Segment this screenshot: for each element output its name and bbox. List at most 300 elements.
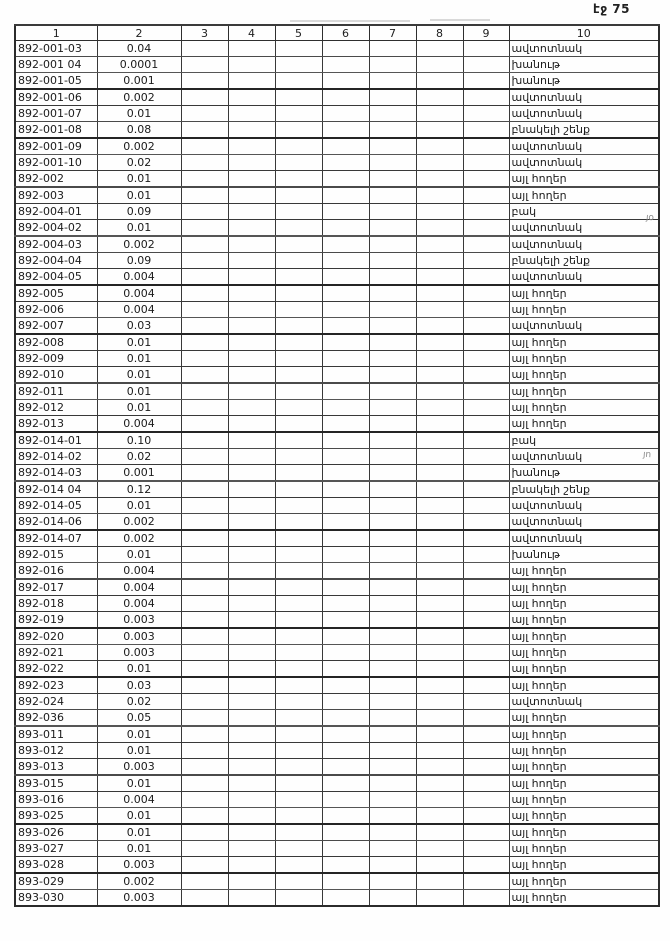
empty-cell (181, 514, 228, 531)
parcel-code-cell: 892-013 (15, 416, 97, 433)
empty-cell (228, 269, 275, 286)
empty-cell (322, 775, 369, 792)
land-type-cell: ավտոտնակ (509, 89, 659, 106)
empty-cell (181, 890, 228, 907)
empty-cell (228, 155, 275, 171)
parcel-code-cell: 892-014-06 (15, 514, 97, 531)
empty-cell (228, 416, 275, 433)
column-header-2: 2 (97, 25, 181, 41)
area-value-cell: 0.02 (97, 449, 181, 465)
empty-cell (463, 759, 509, 776)
parcel-code-cell: 892-001-10 (15, 155, 97, 171)
land-type-cell: բնակելի շենք (509, 481, 659, 498)
empty-cell (369, 645, 416, 661)
table-row (15, 89, 659, 106)
empty-cell (416, 841, 463, 857)
empty-cell (181, 775, 228, 792)
empty-cell (322, 726, 369, 743)
empty-cell (275, 334, 322, 351)
empty-cell (275, 269, 322, 286)
empty-cell (181, 204, 228, 220)
empty-cell (416, 563, 463, 580)
empty-cell (463, 138, 509, 155)
empty-cell (228, 449, 275, 465)
area-value-cell: 0.001 (97, 73, 181, 90)
empty-cell (275, 383, 322, 400)
empty-cell (275, 416, 322, 433)
empty-cell (181, 857, 228, 874)
empty-cell (228, 334, 275, 351)
empty-cell (322, 808, 369, 825)
table-row (15, 106, 659, 122)
empty-cell (416, 122, 463, 139)
empty-cell (416, 302, 463, 318)
land-type-cell: խանութ (509, 57, 659, 73)
empty-cell (275, 530, 322, 547)
land-type-cell: բնակելի շենք (509, 122, 659, 139)
empty-cell (275, 367, 322, 384)
empty-cell (181, 285, 228, 302)
empty-cell (463, 530, 509, 547)
parcel-code-cell: 892-009 (15, 351, 97, 367)
parcel-code-cell: 892-016 (15, 563, 97, 580)
area-value-cell: 0.01 (97, 334, 181, 351)
area-value-cell: 0.003 (97, 612, 181, 629)
column-header-10: 10 (509, 25, 659, 41)
table-row (15, 383, 659, 400)
empty-cell (369, 432, 416, 449)
empty-cell (369, 220, 416, 237)
land-type-cell: այլ հողեր (509, 351, 659, 367)
handwritten-margin-mark: յո (642, 449, 652, 461)
empty-cell (181, 367, 228, 384)
area-value-cell: 0.002 (97, 138, 181, 155)
parcel-code-cell: 892-019 (15, 612, 97, 629)
empty-cell (369, 498, 416, 514)
table-row (15, 236, 659, 253)
empty-cell (275, 677, 322, 694)
empty-cell (275, 498, 322, 514)
land-type-cell: այլ հողեր (509, 841, 659, 857)
empty-cell (322, 449, 369, 465)
empty-cell (463, 220, 509, 237)
land-type-cell: այլ հողեր (509, 645, 659, 661)
land-type-cell: խանութ (509, 465, 659, 482)
column-header-5: 5 (275, 25, 322, 41)
empty-cell (228, 530, 275, 547)
parcel-code-cell: 893-011 (15, 726, 97, 743)
empty-cell (416, 73, 463, 90)
area-value-cell: 0.01 (97, 726, 181, 743)
empty-cell (322, 694, 369, 710)
empty-cell (322, 269, 369, 286)
empty-cell (228, 661, 275, 678)
empty-cell (463, 743, 509, 759)
table-row (15, 285, 659, 302)
area-value-cell: 0.01 (97, 383, 181, 400)
empty-cell (275, 596, 322, 612)
empty-cell (181, 710, 228, 727)
land-type-cell: բակ (509, 204, 659, 220)
empty-cell (228, 710, 275, 727)
empty-cell (275, 171, 322, 188)
empty-cell (181, 808, 228, 825)
table-row (15, 661, 659, 678)
empty-cell (228, 383, 275, 400)
empty-cell (228, 253, 275, 269)
table-row (15, 318, 659, 335)
empty-cell (322, 481, 369, 498)
empty-cell (228, 122, 275, 139)
table-row (15, 873, 659, 890)
land-parcel-table (14, 24, 660, 907)
table-row (15, 759, 659, 776)
empty-cell (463, 661, 509, 678)
area-value-cell: 0.02 (97, 694, 181, 710)
empty-cell (369, 743, 416, 759)
empty-cell (228, 628, 275, 645)
empty-cell (228, 138, 275, 155)
empty-cell (181, 661, 228, 678)
empty-cell (322, 547, 369, 563)
empty-cell (322, 530, 369, 547)
empty-cell (275, 645, 322, 661)
area-value-cell: 0.02 (97, 155, 181, 171)
parcel-code-cell: 892-011 (15, 383, 97, 400)
empty-cell (369, 661, 416, 678)
empty-cell (322, 710, 369, 727)
table-row (15, 253, 659, 269)
empty-cell (416, 318, 463, 335)
empty-cell (369, 612, 416, 629)
empty-cell (181, 41, 228, 57)
parcel-code-cell: 892-002 (15, 171, 97, 188)
empty-cell (416, 236, 463, 253)
table-row (15, 612, 659, 629)
table-row (15, 416, 659, 433)
empty-cell (369, 579, 416, 596)
empty-cell (275, 857, 322, 874)
land-type-cell: ավտոտնակ (509, 318, 659, 335)
land-type-cell: այլ հողեր (509, 400, 659, 416)
column-header-1: 1 (15, 25, 97, 41)
parcel-code-cell: 893-012 (15, 743, 97, 759)
empty-cell (275, 481, 322, 498)
area-value-cell: 0.002 (97, 89, 181, 106)
empty-cell (369, 449, 416, 465)
empty-cell (369, 89, 416, 106)
page-number-label: էջ 75 (592, 2, 630, 16)
empty-cell (181, 187, 228, 204)
empty-cell (181, 743, 228, 759)
area-value-cell: 0.05 (97, 710, 181, 727)
table-row (15, 498, 659, 514)
empty-cell (463, 400, 509, 416)
empty-cell (275, 318, 322, 335)
area-value-cell: 0.003 (97, 645, 181, 661)
table-row (15, 775, 659, 792)
empty-cell (322, 367, 369, 384)
table-row (15, 400, 659, 416)
empty-cell (228, 432, 275, 449)
empty-cell (322, 383, 369, 400)
empty-cell (416, 579, 463, 596)
area-value-cell: 0.003 (97, 857, 181, 874)
empty-cell (463, 514, 509, 531)
empty-cell (463, 857, 509, 874)
land-type-cell: այլ հողեր (509, 857, 659, 874)
empty-cell (369, 465, 416, 482)
table-row (15, 41, 659, 57)
empty-cell (322, 351, 369, 367)
area-value-cell: 0.01 (97, 498, 181, 514)
empty-cell (369, 628, 416, 645)
table-row (15, 596, 659, 612)
table-row (15, 302, 659, 318)
empty-cell (181, 841, 228, 857)
empty-cell (416, 465, 463, 482)
empty-cell (416, 57, 463, 73)
empty-cell (416, 253, 463, 269)
empty-cell (275, 628, 322, 645)
empty-cell (369, 841, 416, 857)
table-row (15, 563, 659, 580)
empty-cell (181, 481, 228, 498)
empty-cell (416, 726, 463, 743)
empty-cell (181, 612, 228, 629)
empty-cell (181, 677, 228, 694)
empty-cell (181, 694, 228, 710)
table-row (15, 726, 659, 743)
empty-cell (228, 743, 275, 759)
empty-cell (416, 759, 463, 776)
area-value-cell: 0.004 (97, 596, 181, 612)
table-row (15, 677, 659, 694)
empty-cell (181, 122, 228, 139)
empty-cell (416, 171, 463, 188)
parcel-code-cell: 892-004-05 (15, 269, 97, 286)
empty-cell (228, 596, 275, 612)
empty-cell (463, 285, 509, 302)
table-row (15, 220, 659, 237)
empty-cell (322, 285, 369, 302)
area-value-cell: 0.09 (97, 253, 181, 269)
empty-cell (322, 73, 369, 90)
empty-cell (369, 302, 416, 318)
empty-cell (369, 73, 416, 90)
area-value-cell: 0.04 (97, 41, 181, 57)
empty-cell (322, 465, 369, 482)
empty-cell (181, 873, 228, 890)
empty-cell (416, 628, 463, 645)
area-value-cell: 0.01 (97, 400, 181, 416)
empty-cell (228, 890, 275, 907)
area-value-cell: 0.01 (97, 775, 181, 792)
empty-cell (463, 57, 509, 73)
area-value-cell: 0.003 (97, 759, 181, 776)
empty-cell (463, 841, 509, 857)
empty-cell (416, 269, 463, 286)
empty-cell (181, 253, 228, 269)
empty-cell (416, 645, 463, 661)
empty-cell (275, 563, 322, 580)
land-type-cell: խանութ (509, 73, 659, 90)
empty-cell (322, 334, 369, 351)
empty-cell (369, 187, 416, 204)
empty-cell (275, 514, 322, 531)
land-type-cell: այլ հողեր (509, 824, 659, 841)
land-type-cell: այլ հողեր (509, 612, 659, 629)
land-type-cell: բնակելի շենք (509, 253, 659, 269)
empty-cell (181, 155, 228, 171)
parcel-code-cell: 893-030 (15, 890, 97, 907)
empty-cell (228, 481, 275, 498)
area-value-cell: 0.002 (97, 530, 181, 547)
empty-cell (416, 285, 463, 302)
empty-cell (416, 890, 463, 907)
empty-cell (416, 367, 463, 384)
empty-cell (369, 481, 416, 498)
empty-cell (322, 302, 369, 318)
empty-cell (228, 465, 275, 482)
empty-cell (228, 808, 275, 825)
empty-cell (463, 792, 509, 808)
area-value-cell: 0.01 (97, 661, 181, 678)
table-row (15, 204, 659, 220)
empty-cell (416, 220, 463, 237)
empty-cell (275, 204, 322, 220)
parcel-code-cell: 892-014-07 (15, 530, 97, 547)
empty-cell (463, 236, 509, 253)
land-type-cell: ավտոտնակ (509, 220, 659, 237)
empty-cell (275, 41, 322, 57)
empty-cell (322, 743, 369, 759)
empty-cell (463, 710, 509, 727)
area-value-cell: 0.01 (97, 547, 181, 563)
land-type-cell: ավտոտնակ (509, 694, 659, 710)
empty-cell (322, 318, 369, 335)
parcel-code-cell: 892-018 (15, 596, 97, 612)
empty-cell (275, 432, 322, 449)
empty-cell (369, 759, 416, 776)
parcel-code-cell: 892-014 04 (15, 481, 97, 498)
empty-cell (275, 824, 322, 841)
table-row (15, 841, 659, 857)
land-type-cell: ավտոտնակ (509, 138, 659, 155)
empty-cell (463, 122, 509, 139)
empty-cell (275, 612, 322, 629)
land-type-cell: ավտոտնակ (509, 269, 659, 286)
empty-cell (369, 138, 416, 155)
empty-cell (463, 41, 509, 57)
area-value-cell: 0.01 (97, 171, 181, 188)
land-type-cell: այլ հողեր (509, 808, 659, 825)
parcel-code-cell: 892-017 (15, 579, 97, 596)
empty-cell (181, 57, 228, 73)
empty-cell (369, 106, 416, 122)
empty-cell (228, 775, 275, 792)
parcel-code-cell: 893-016 (15, 792, 97, 808)
empty-cell (369, 792, 416, 808)
empty-cell (181, 73, 228, 90)
empty-cell (416, 351, 463, 367)
empty-cell (275, 138, 322, 155)
land-type-cell: այլ հողեր (509, 628, 659, 645)
parcel-code-cell: 892-004-04 (15, 253, 97, 269)
empty-cell (275, 792, 322, 808)
area-value-cell: 0.03 (97, 677, 181, 694)
table-row (15, 57, 659, 73)
parcel-code-cell: 892-014-03 (15, 465, 97, 482)
empty-cell (463, 204, 509, 220)
empty-cell (181, 792, 228, 808)
empty-cell (228, 367, 275, 384)
parcel-code-cell: 892-004-01 (15, 204, 97, 220)
parcel-code-cell: 892-001-05 (15, 73, 97, 90)
column-header-8: 8 (416, 25, 463, 41)
empty-cell (181, 302, 228, 318)
table-row (15, 351, 659, 367)
empty-cell (416, 400, 463, 416)
empty-cell (275, 775, 322, 792)
table-row (15, 530, 659, 547)
empty-cell (275, 808, 322, 825)
parcel-code-cell: 892-001-07 (15, 106, 97, 122)
land-type-cell: այլ հողեր (509, 775, 659, 792)
empty-cell (228, 302, 275, 318)
area-value-cell: 0.01 (97, 351, 181, 367)
area-value-cell: 0.08 (97, 122, 181, 139)
empty-cell (369, 808, 416, 825)
empty-cell (369, 514, 416, 531)
empty-cell (369, 530, 416, 547)
empty-cell (322, 187, 369, 204)
empty-cell (369, 890, 416, 907)
area-value-cell: 0.004 (97, 285, 181, 302)
area-value-cell: 0.001 (97, 465, 181, 482)
empty-cell (369, 726, 416, 743)
empty-cell (322, 514, 369, 531)
empty-cell (416, 612, 463, 629)
empty-cell (322, 873, 369, 890)
parcel-code-cell: 892-014-01 (15, 432, 97, 449)
empty-cell (228, 41, 275, 57)
table-row (15, 122, 659, 139)
empty-cell (416, 514, 463, 531)
empty-cell (463, 334, 509, 351)
land-type-cell: այլ հողեր (509, 367, 659, 384)
area-value-cell: 0.03 (97, 318, 181, 335)
parcel-code-cell: 892-003 (15, 187, 97, 204)
parcel-code-cell: 892-004-02 (15, 220, 97, 237)
parcel-code-cell: 892-021 (15, 645, 97, 661)
parcel-code-cell: 892-014-02 (15, 449, 97, 465)
empty-cell (322, 661, 369, 678)
empty-cell (416, 89, 463, 106)
land-type-cell: այլ հողեր (509, 726, 659, 743)
empty-cell (228, 792, 275, 808)
empty-cell (369, 171, 416, 188)
empty-cell (275, 841, 322, 857)
area-value-cell: 0.002 (97, 514, 181, 531)
area-value-cell: 0.004 (97, 416, 181, 433)
parcel-code-cell: 893-015 (15, 775, 97, 792)
land-type-cell: այլ հողեր (509, 661, 659, 678)
area-value-cell: 0.01 (97, 743, 181, 759)
empty-cell (369, 57, 416, 73)
parcel-code-cell: 892-010 (15, 367, 97, 384)
empty-cell (228, 726, 275, 743)
